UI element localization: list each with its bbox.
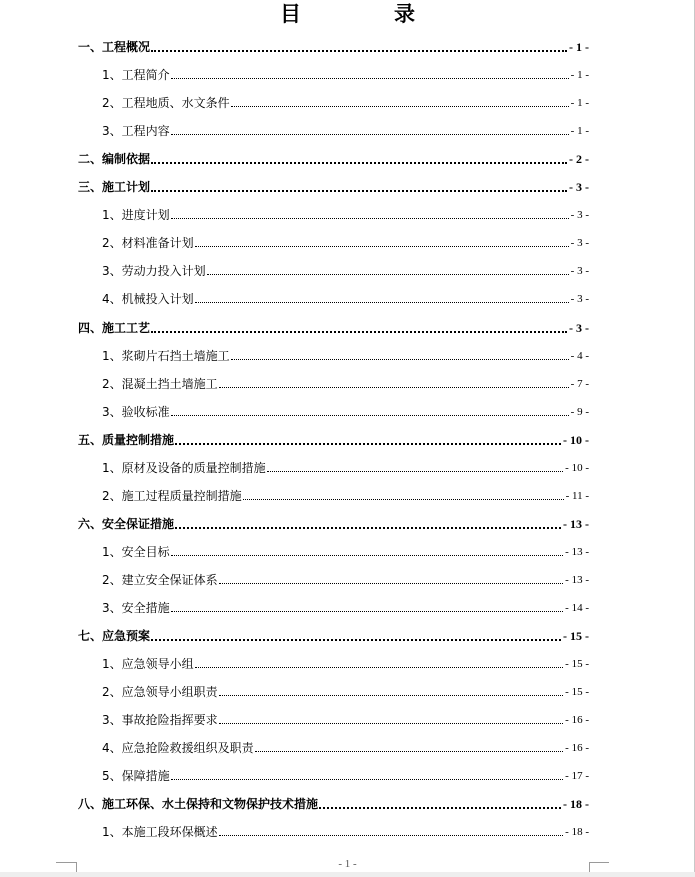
toc-dot-leader [151,330,567,333]
toc-page-number: - 18 - [565,826,589,839]
toc-heading[interactable] [0,623,695,643]
toc-page-number: - 13 - [563,516,589,531]
toc-entry[interactable] [0,62,695,82]
toc-page-number: - 16 - [565,742,589,755]
toc-dot-leader [195,245,569,247]
toc-page-number: - 18 - [563,797,589,812]
toc-dot-leader [219,582,564,584]
toc-entry[interactable] [0,483,695,503]
toc-page-number: - 3 - [570,293,589,306]
toc-page-number: - 13 - [565,545,589,558]
toc-entry-label: 3、安全措施 [102,601,170,615]
toc-entry-label: 1、应急领导小组 [102,657,194,672]
toc-entry[interactable] [0,118,695,138]
toc-entry-label: 3、工程内容 [102,124,170,139]
toc-page-number: - 11 - [565,489,589,502]
toc-entry-label: 2、工程地质、水文条件 [102,96,230,111]
toc-entry[interactable] [0,595,695,615]
toc-dot-leader [151,161,567,164]
toc-page-number: - 4 - [570,349,589,362]
toc-dot-leader [219,834,564,836]
toc-entry[interactable] [0,679,695,699]
toc-entry[interactable] [0,399,695,419]
toc-entry[interactable] [0,371,695,391]
toc-entry-label: 四、施工工艺 [78,320,151,335]
toc-entry[interactable] [0,707,695,727]
toc-dot-leader [171,554,564,556]
toc-dot-leader [319,806,561,809]
toc-entry-label: 八、施工环保、水土保持和文物保护技术措施 [78,797,319,812]
toc-heading[interactable] [0,174,695,194]
toc-entry-label: 2、混凝土挡土墙施工 [102,376,218,391]
toc-entry[interactable] [0,343,695,363]
toc-page-number: - 10 - [563,432,589,447]
toc-dot-leader [195,301,569,303]
toc-entry-label: 一、工程概况 [78,40,151,54]
toc-entry[interactable] [0,539,695,559]
toc-dot-leader [151,49,567,52]
toc-heading[interactable] [0,791,695,811]
toc-entry[interactable] [0,230,695,250]
toc-entry[interactable] [0,735,695,755]
toc-dot-leader [171,133,569,135]
toc-page-number: - 3 - [570,265,589,278]
toc-entry[interactable] [0,567,695,587]
toc-entry-label: 1、浆砌片石挡土墙施工 [102,348,230,363]
toc-dot-leader [171,778,564,780]
toc-entry[interactable] [0,202,695,222]
toc-entry-label: 1、进度计划 [102,208,170,223]
toc-page-number: - 17 - [565,770,589,783]
toc-dot-leader [151,638,561,641]
toc-heading[interactable] [0,427,695,447]
toc-dot-leader [231,358,569,360]
toc-page-number: - 3 - [570,209,589,222]
toc-dot-leader [151,189,567,192]
toc-page-number: - 3 - [570,237,589,250]
toc-entry-label: 5、保障措施 [102,769,170,784]
toc-dot-leader [171,414,569,416]
toc-dot-leader [267,470,564,472]
toc-entry[interactable] [0,90,695,110]
toc-dot-leader [171,77,569,79]
toc-entry-label: 2、应急领导小组职责 [102,685,218,700]
toc-page-number: - 15 - [565,658,589,671]
toc-page-number: - 16 - [565,714,589,727]
toc-entry-label: 3、验收标准 [102,404,170,419]
toc-dot-leader [219,694,564,696]
toc-entry-label: 4、机械投入计划 [102,292,194,307]
toc-entry-label: 2、建立安全保证体系 [102,572,218,587]
toc-page-number: - 13 - [565,573,589,586]
toc-dot-leader [175,442,561,445]
toc-page-number: - 15 - [565,686,589,699]
toc-dot-leader [195,666,564,668]
toc-entry-label: 七、应急预案 [78,629,151,644]
toc-heading[interactable] [0,511,695,531]
toc-dot-leader [231,105,569,107]
toc-page-number: - 1 - [569,40,589,54]
toc-heading[interactable] [0,146,695,166]
toc-entry[interactable] [0,819,695,839]
toc-entry-label: 六、安全保证措施 [78,516,175,531]
toc-entry-label: 3、劳动力投入计划 [102,264,206,279]
toc-dot-leader [255,750,564,752]
toc-entry[interactable] [0,651,695,671]
toc-page-number: - 3 - [569,180,589,195]
toc-dot-leader [175,526,561,529]
toc-page-number: - 1 - [570,97,589,110]
footer-page-number: - 1 - [338,858,357,870]
toc-page-number: - 1 - [570,125,589,138]
toc-entry-label: 二、编制依据 [78,152,151,167]
toc-entry-label: 4、应急抢险救援组织及职责 [102,741,254,756]
toc-dot-leader [219,386,569,388]
toc-entry[interactable] [0,763,695,783]
toc-entry-label: 1、原材及设备的质量控制措施 [102,460,266,475]
toc-page-number: - 3 - [569,320,589,335]
toc-entry-label: 三、施工计划 [78,180,151,195]
toc-page-number: - 14 - [565,602,589,614]
toc-heading[interactable] [0,315,695,335]
toc-page-number: - 15 - [563,629,589,644]
toc-heading[interactable] [0,34,695,54]
toc-entry[interactable] [0,286,695,306]
toc-entry[interactable] [0,455,695,475]
toc-entry-label: 2、材料准备计划 [102,236,194,251]
toc-dot-leader [171,610,564,612]
toc-dot-leader [243,498,564,500]
toc-entry-label: 五、质量控制措施 [78,432,175,447]
toc-dot-leader [207,273,569,275]
toc-entry-label: 3、事故抢险指挥要求 [102,713,218,728]
toc-page-number: - 2 - [569,152,589,167]
toc-entry-label: 1、本施工段环保概述 [102,825,218,840]
toc-page-number: - 7 - [570,377,589,390]
toc-dot-leader [219,722,564,724]
toc-page-number: - 10 - [565,461,589,474]
toc-page-number: - 9 - [570,405,589,418]
toc-entry-label: 1、工程简介 [102,68,170,83]
toc-dot-leader [171,217,569,219]
toc-entry-label: 2、施工过程质量控制措施 [102,488,242,503]
toc-page-number: - 1 - [570,69,589,82]
toc-entry[interactable] [0,258,695,278]
page-title: 目 录 [280,1,451,26]
toc-entry-label: 1、安全目标 [102,544,170,559]
